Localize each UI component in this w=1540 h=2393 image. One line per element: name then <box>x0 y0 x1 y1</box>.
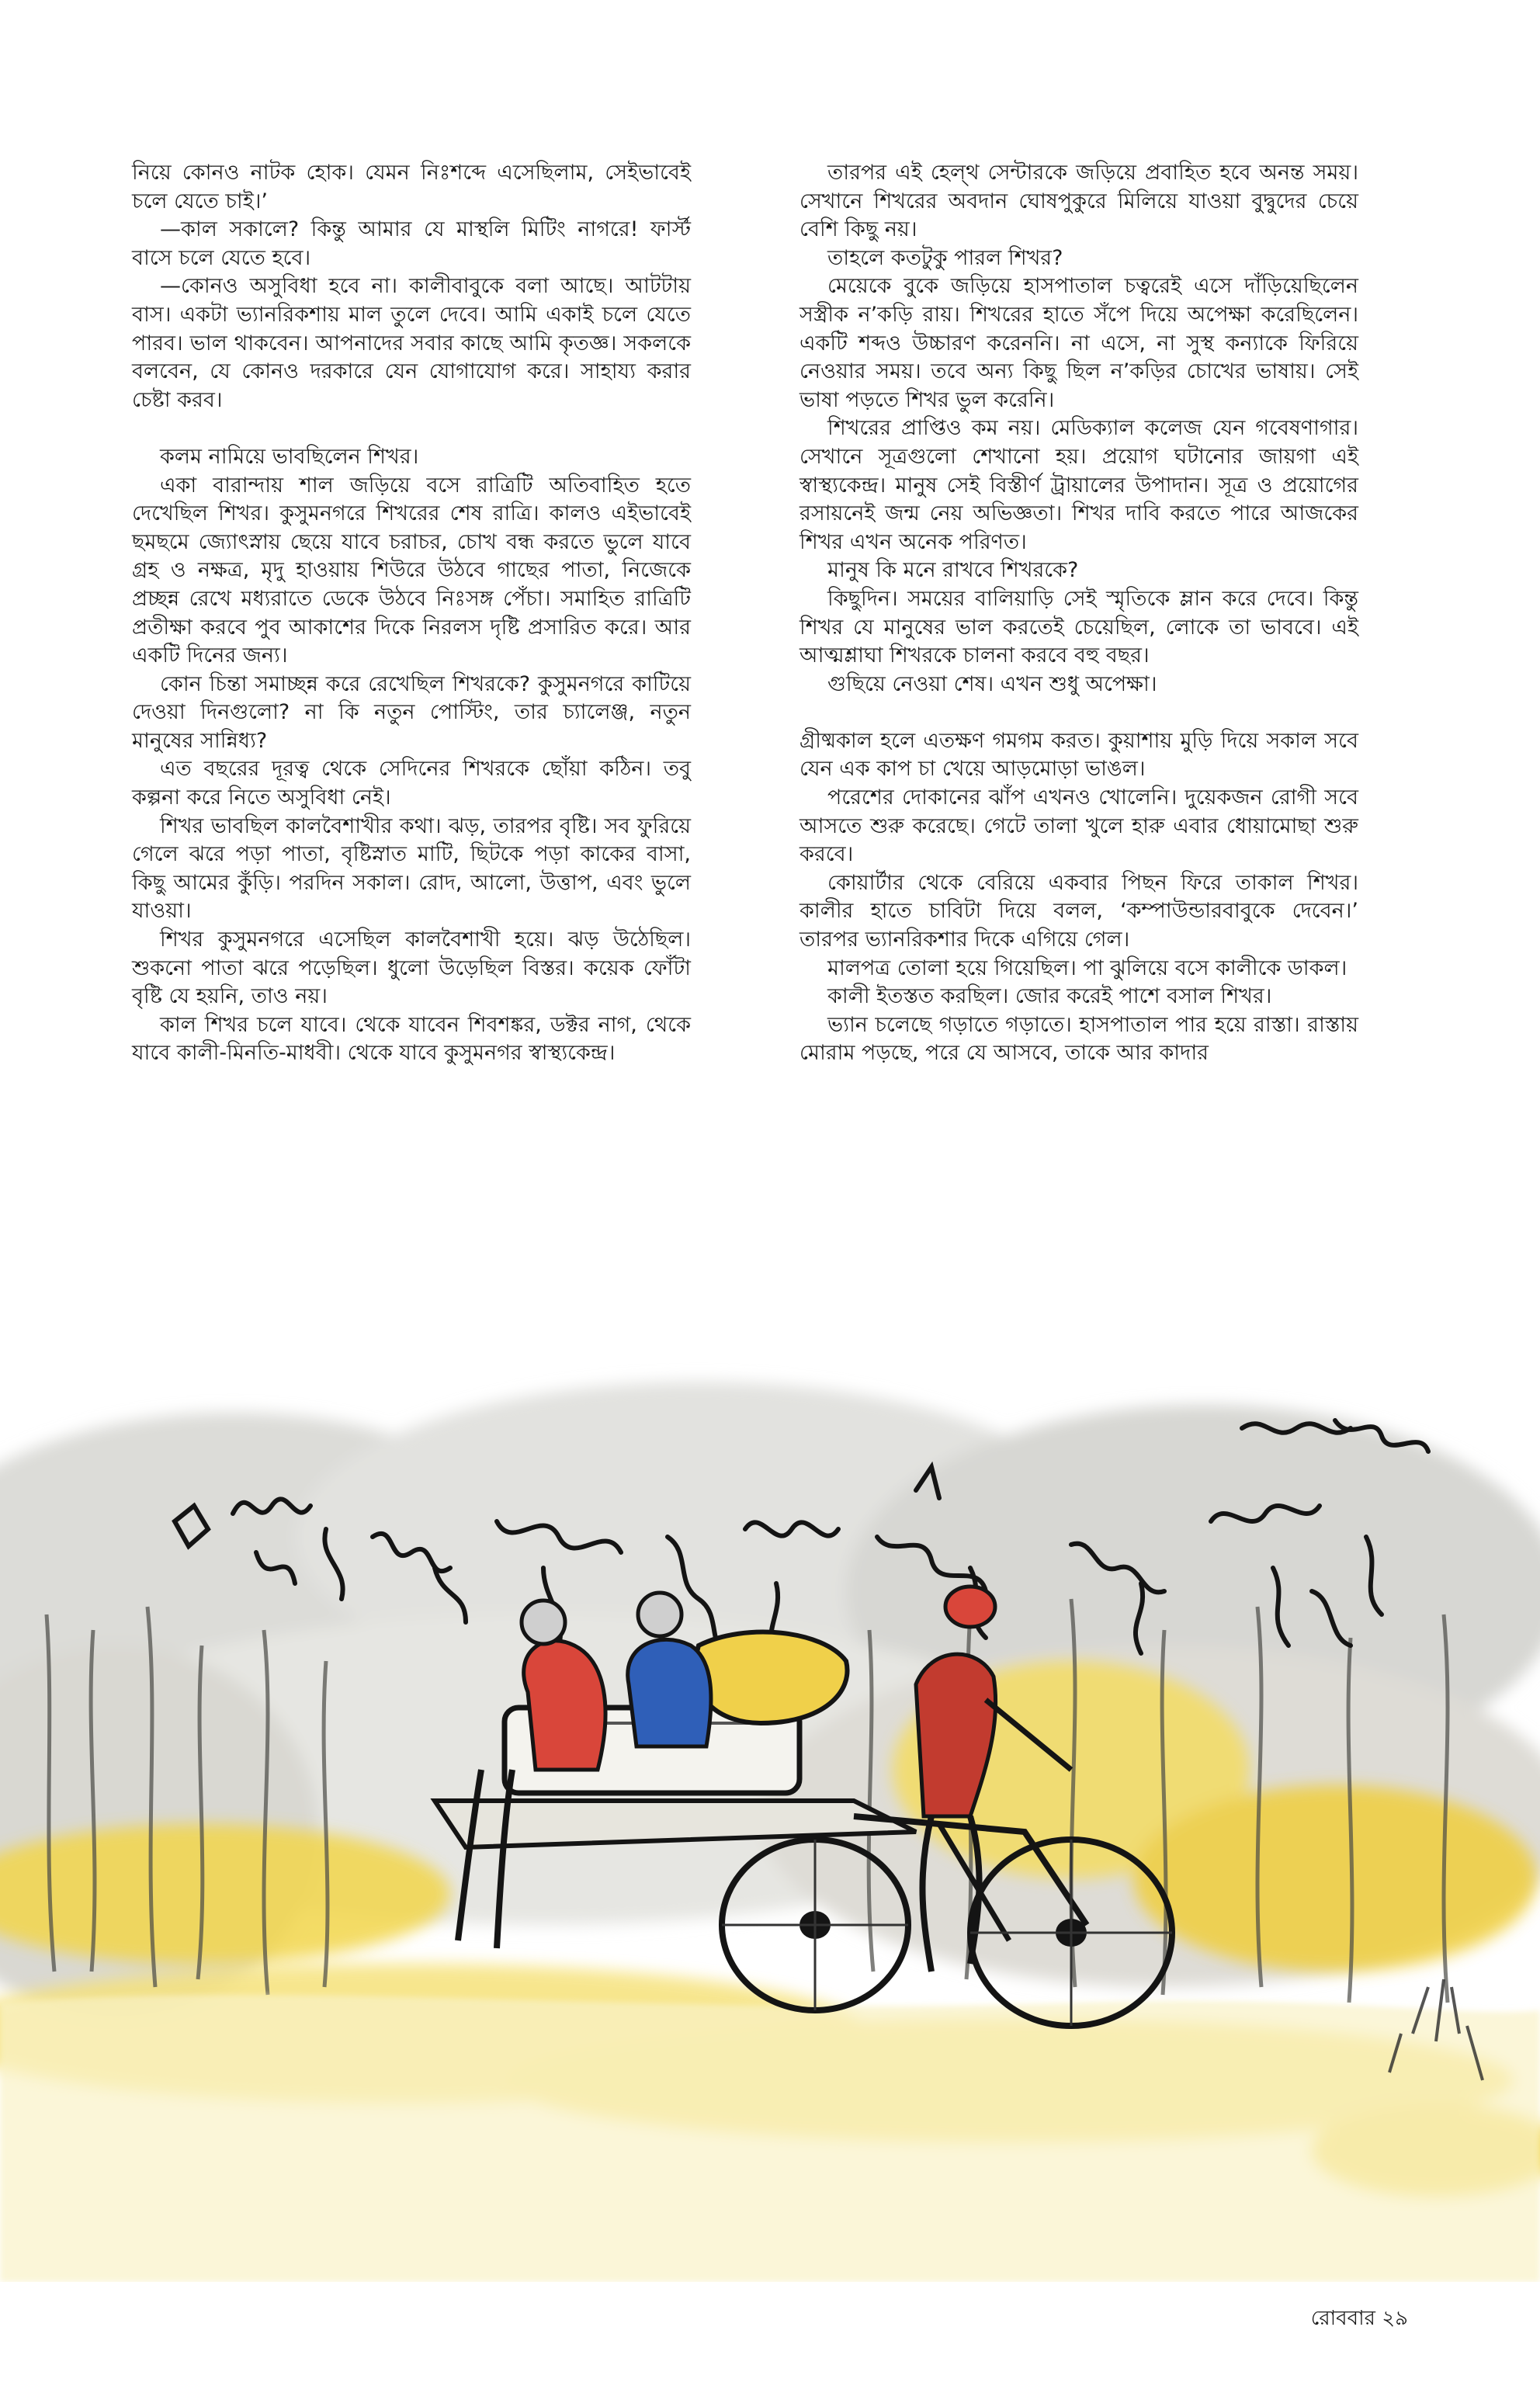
section-break <box>799 699 1358 727</box>
body-paragraph: শিখর কুসুমনগরে এসেছিল কালবৈশাখী হয়ে। ঝড় উঠেছিল। শুকনো পাতা ঝরে পড়েছিল। ধুলো উড়েছিল বিস্তর। কয়েক ফোঁটা বৃষ্টি যে হয়নি, তাও নয়। <box>132 928 691 1009</box>
body-paragraph: তারপর এই হেল্‌থ সেন্টারকে জড়িয়ে প্রবাহিত হবে অনন্ত সময়। সেখানে শিখরের অবদান ঘোষপুকুরে মিলিয়ে যাওয়া বুদ্বুদের চেয়ে বেশি কিছু নয়। <box>799 161 1358 242</box>
body-paragraph: —কোনও অসুবিধা হবে না। কালীবাবুকে বলা আছে। আটটায় বাস। একটা ভ্যানরিকশায় মাল তুলে দেবে। আমি একাই চলে যেতে পারব। ভাল থাকবেন। আপনাদের সবার কাছে আমি কৃতজ্ঞ। সকলকে বলবেন, যে কোনও দরকারে যেন যোগাযোগ করে। সাহায্য করার চেষ্টা করব। <box>132 274 691 412</box>
left-text-column <box>132 159 691 1068</box>
body-paragraph: কলম নামিয়ে ভাবছিলেন শিখর। <box>160 444 419 469</box>
body-paragraph: গুছিয়ে নেওয়া শেষ। এখন শুধু অপেক্ষা। <box>827 671 1157 696</box>
body-paragraph: —কাল সকালে? কিন্তু আমার যে মাস্থলি মিটিং নাগরে! ফার্স্ট বাসে চলে যেতে হবে। <box>132 217 691 270</box>
page-folio: রোববার ২৯ <box>1310 2307 1408 2330</box>
van-rickshaw-illustration <box>0 1335 1540 2282</box>
body-paragraph: কোয়ার্টার থেকে বেরিয়ে একবার পিছন ফিরে তাকাল শিখর। কালীর হাতে চাবিটা দিয়ে বলল, ‘কম্পাউন্ডারবাবুকে দেবেন।’ তারপর ভ্যানরিকশার দিকে এগিয়ে গেল। <box>799 870 1358 952</box>
body-paragraph: পরেশের দোকানের ঝাঁপ এখনও খোলেনি। দুয়েকজন রোগী সবে আসতে শুরু করেছে। গেটে তালা খুলে হারু এবার ধোয়ামোছা শুরু করবে। <box>799 786 1358 867</box>
body-paragraph: মেয়েকে বুকে জড়িয়ে হাসপাতাল চত্বরেই এসে দাঁড়িয়েছিলেন সস্ত্রীক ন’কড়ি রায়। শিখরের হাতে সঁপে দিয়ে অপেক্ষা করেছিলেন। একটি শব্দও উচ্চারণ করেননি। না এসে, না সুস্থ কন্যাকে ফিরিয়ে নেওয়ার সময়। তবে অন্য কিছু ছিল ন’কড়ির চোখের ভাষায়। সেই ভাষা পড়তে শিখর ভুল করেনি। <box>799 274 1358 412</box>
body-paragraph: কাল শিখর চলে যাবে। থেকে যাবেন শিবশঙ্কর, ডক্টর নাগ, থেকে যাবে কালী-মিনতি-মাধবী। থেকে যাবে কুসুমনগর স্বাস্থ্যকেন্দ্র। <box>132 1012 691 1066</box>
body-paragraph: শিখর ভাবছিল কালবৈশাখীর কথা। ঝড়, তারপর বৃষ্টি। সব ফুরিয়ে গেলে ঝরে পড়া পাতা, বৃষ্টিস্নাত মাটি, ছিটকে পড়া কাকের বাসা, কিছু আমের কুঁড়ি। পরদিন সকাল। রোদ, আলো, উত্তাপ, এবং ভুলে যাওয়া। <box>132 813 691 924</box>
body-paragraph: নিয়ে কোনও নাটক হোক। যেমন নিঃশব্দে এসেছিলাম, সেইভাবেই চলে যেতে চাই।’ <box>132 161 691 213</box>
body-paragraph: একা বারান্দায় শাল জড়িয়ে বসে রাত্রিটি অতিবাহিত হতে দেখেছিল শিখর। কুসুমনগরে শিখরের শেষ রাত্রি। কালও এইভাবেই ছমছমে জ্যোৎস্নায় ছেয়ে যাবে চরাচর, চোখ বন্ধ করতে ভুলে যাবে গ্রহ ও নক্ষত্র, মৃদু হাওয়ায় শিউরে উঠবে গাছের পাতা, নিজেকে প্রচ্ছন্ন রেখে মধ্যরাতে ডেকে উঠবে নিঃসঙ্গ পেঁচা। সমাহিত রাত্রিটি প্রতীক্ষা করবে পুব আকাশের দিকে নিরলস দৃষ্টি প্রসারিত করে। আর একটি দিনের জন্য। <box>132 473 691 668</box>
body-paragraph: শিখরের প্রাপ্তিও কম নয়। মেডিক্যাল কলেজ যেন গবেষণাগার। সেখানে সূত্রগুলো শেখানো হয়। প্রয়োগ ঘটানোর জায়গা এই স্বাস্থ্যকেন্দ্র। মানুষ সেই বিস্তীর্ণ ট্রায়ালের উপাদান। সূত্র ও প্রয়োগের রসায়নেই জন্ম নেয় অভিজ্ঞতা। শিখর দাবি করতে পারে আজকের শিখর এখন অনেক পরিণত। <box>799 416 1358 554</box>
road <box>0 1995 1540 2282</box>
right-text-column <box>799 159 1358 1068</box>
section-break <box>132 414 691 443</box>
body-paragraph: কোন চিন্তা সমাচ্ছন্ন করে রেখেছিল শিখরকে? কুসুমনগরে কাটিয়ে দেওয়া দিনগুলো? না কি নতুন পোস্টিং, তার চ্যালেঞ্জ, নতুন মানুষের সান্নিধ্য? <box>132 671 691 753</box>
body-paragraph: তাহলে কতটুকু পারল শিখর? <box>827 245 1063 270</box>
body-paragraph: গ্রীষ্মকাল হলে এতক্ষণ গমগম করত। কুয়াশায় মুড়ি দিয়ে সকাল সবে যেন এক কাপ চা খেয়ে আড়মোড়া ভাঙল। <box>799 728 1358 782</box>
body-paragraph: কালী ইতস্তত করছিল। জোর করেই পাশে বসাল শিখর। <box>827 984 1272 1009</box>
body-paragraph: কিছুদিন। সময়ের বালিয়াড়ি সেই স্মৃতিকে ম্লান করে দেবে। কিন্তু শিখর যে মানুষের ভাল করতেই চেয়েছিল, লোকে তা ভাববে। এই আত্মশ্লাঘা শিখরকে চালনা করবে বহু বছর। <box>799 586 1358 668</box>
body-paragraph: মানুষ কি মনে রাখবে শিখরকে? <box>827 558 1079 583</box>
body-paragraph: ভ্যান চলেছে গড়াতে গড়াতে। হাসপাতাল পার হয়ে রাস্তা। রাস্তায় মোরাম পড়ছে, পরে যে আসবে, তাকে আর কাদার <box>799 1012 1358 1066</box>
body-paragraph: এত বছরের দূরত্ব থেকে সেদিনের শিখরকে ছোঁয়া কঠিন। তবু কল্পনা করে নিতে অসুবিধা নেই। <box>132 757 691 810</box>
body-paragraph: মালপত্র তোলা হয়ে গিয়েছিল। পা ঝুলিয়ে বসে কালীকে ডাকল। <box>827 955 1348 980</box>
